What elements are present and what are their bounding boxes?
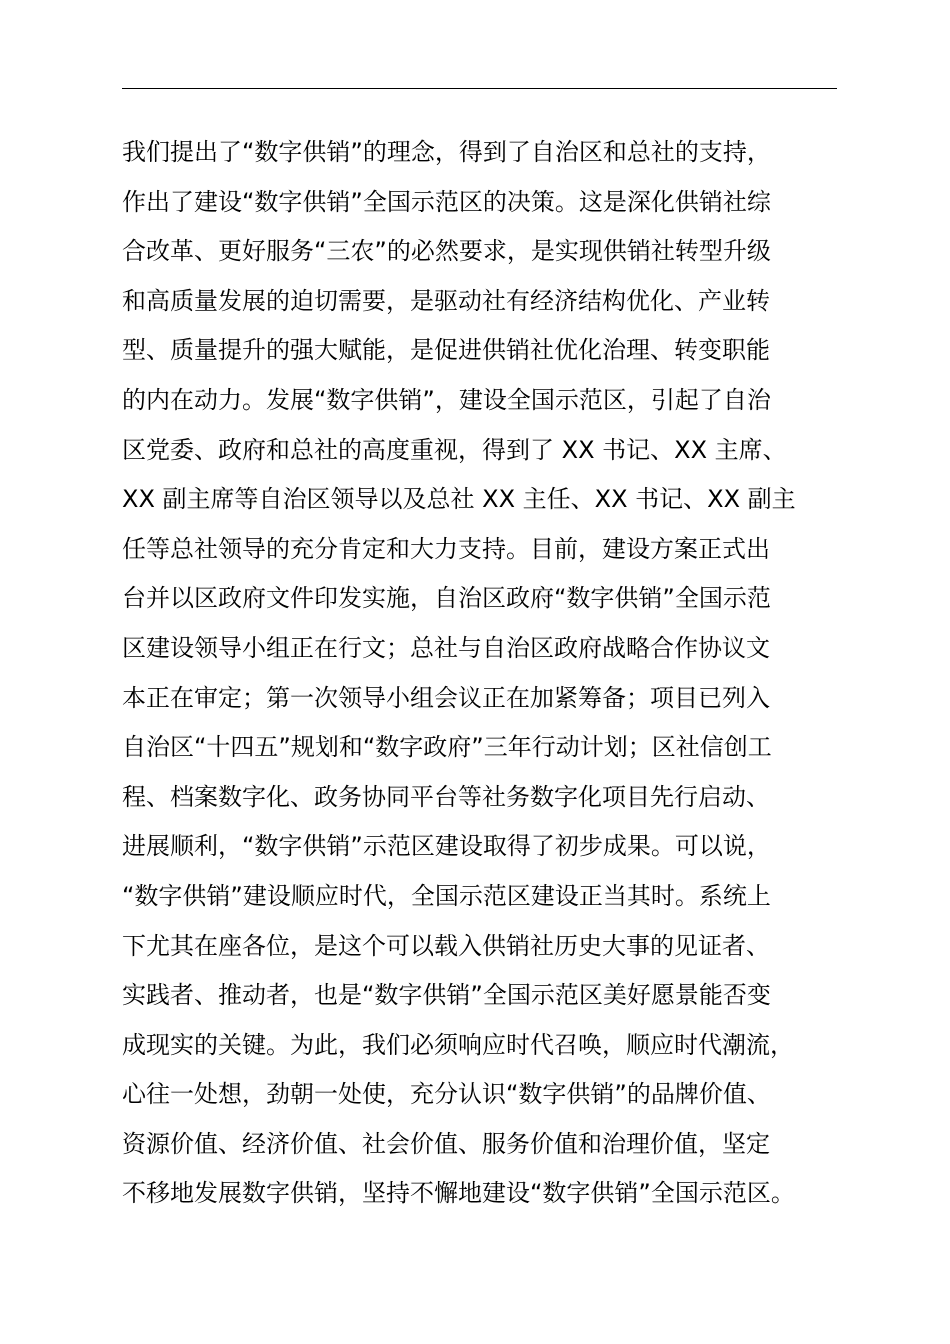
header-rule xyxy=(122,88,837,89)
text-line: 作出了建设“数字供销”全国示范区的决策。这是深化供销社综 xyxy=(122,187,771,216)
text-line: 区建设领导小组正在行文；总社与自治区政府战略合作协议文 xyxy=(122,633,770,662)
text-line: 我们提出了“数字供销”的理念，得到了自治区和总社的支持， xyxy=(122,138,771,166)
text-line: 自治区“十四五”规划和“数字政府”三年行动计划；区社信创工 xyxy=(122,733,772,762)
text-line: “数字供销”建设顺应时代，全国示范区建设正当其时。系统上 xyxy=(122,881,771,910)
text-line: 型、质量提升的强大赋能，是促进供销社优化治理、转变职能 xyxy=(122,336,770,365)
text-line: 成现实的关键。为此，我们必须响应时代召唤，顺应时代潮流， xyxy=(122,1030,794,1059)
text-line: 台并以区政府文件印发实施，自治区政府“数字供销”全国示范 xyxy=(122,584,771,613)
text-line: 区党委、政府和总社的高度重视，得到了 XX 书记、XX 主席、 xyxy=(122,435,787,464)
text-line: 下尤其在座各位，是这个可以载入供销社历史大事的见证者、 xyxy=(122,931,770,960)
text-line: 的内在动力。发展“数字供销”，建设全国示范区，引起了自治 xyxy=(122,385,771,414)
text-line: 本正在审定；第一次领导小组会议正在加紧筹备；项目已列入 xyxy=(122,683,770,712)
text-line: 和高质量发展的迫切需要，是驱动社有经济结构优化、产业转 xyxy=(122,286,770,315)
text-line: 实践者、推动者，也是“数字供销”全国示范区美好愿景能否变 xyxy=(122,981,771,1010)
text-line: XX 副主席等自治区领导以及总社 XX 主任、XX 书记、XX 副主 xyxy=(122,485,796,514)
text-line: 心往一处想，劲朝一处使，充分认识“数字供销”的品牌价值、 xyxy=(122,1080,771,1109)
text-line: 程、档案数字化、政务协同平台等社务数字化项目先行启动、 xyxy=(122,782,770,811)
text-line: 资源价值、经济价值、社会价值、服务价值和治理价值，坚定 xyxy=(122,1129,770,1158)
text-line: 进展顺利，“数字供销”示范区建设取得了初步成果。可以说， xyxy=(122,832,771,861)
text-line: 不移地发展数字供销，坚持不懈地建设“数字供销”全国示范区。 xyxy=(122,1179,795,1208)
body-paragraph xyxy=(122,128,862,1219)
text-line: 合改革、更好服务“三农”的必然要求，是实现供销社转型升级 xyxy=(122,237,771,266)
text-line: 任等总社领导的充分肯定和大力支持。目前，建设方案正式出 xyxy=(122,534,770,563)
